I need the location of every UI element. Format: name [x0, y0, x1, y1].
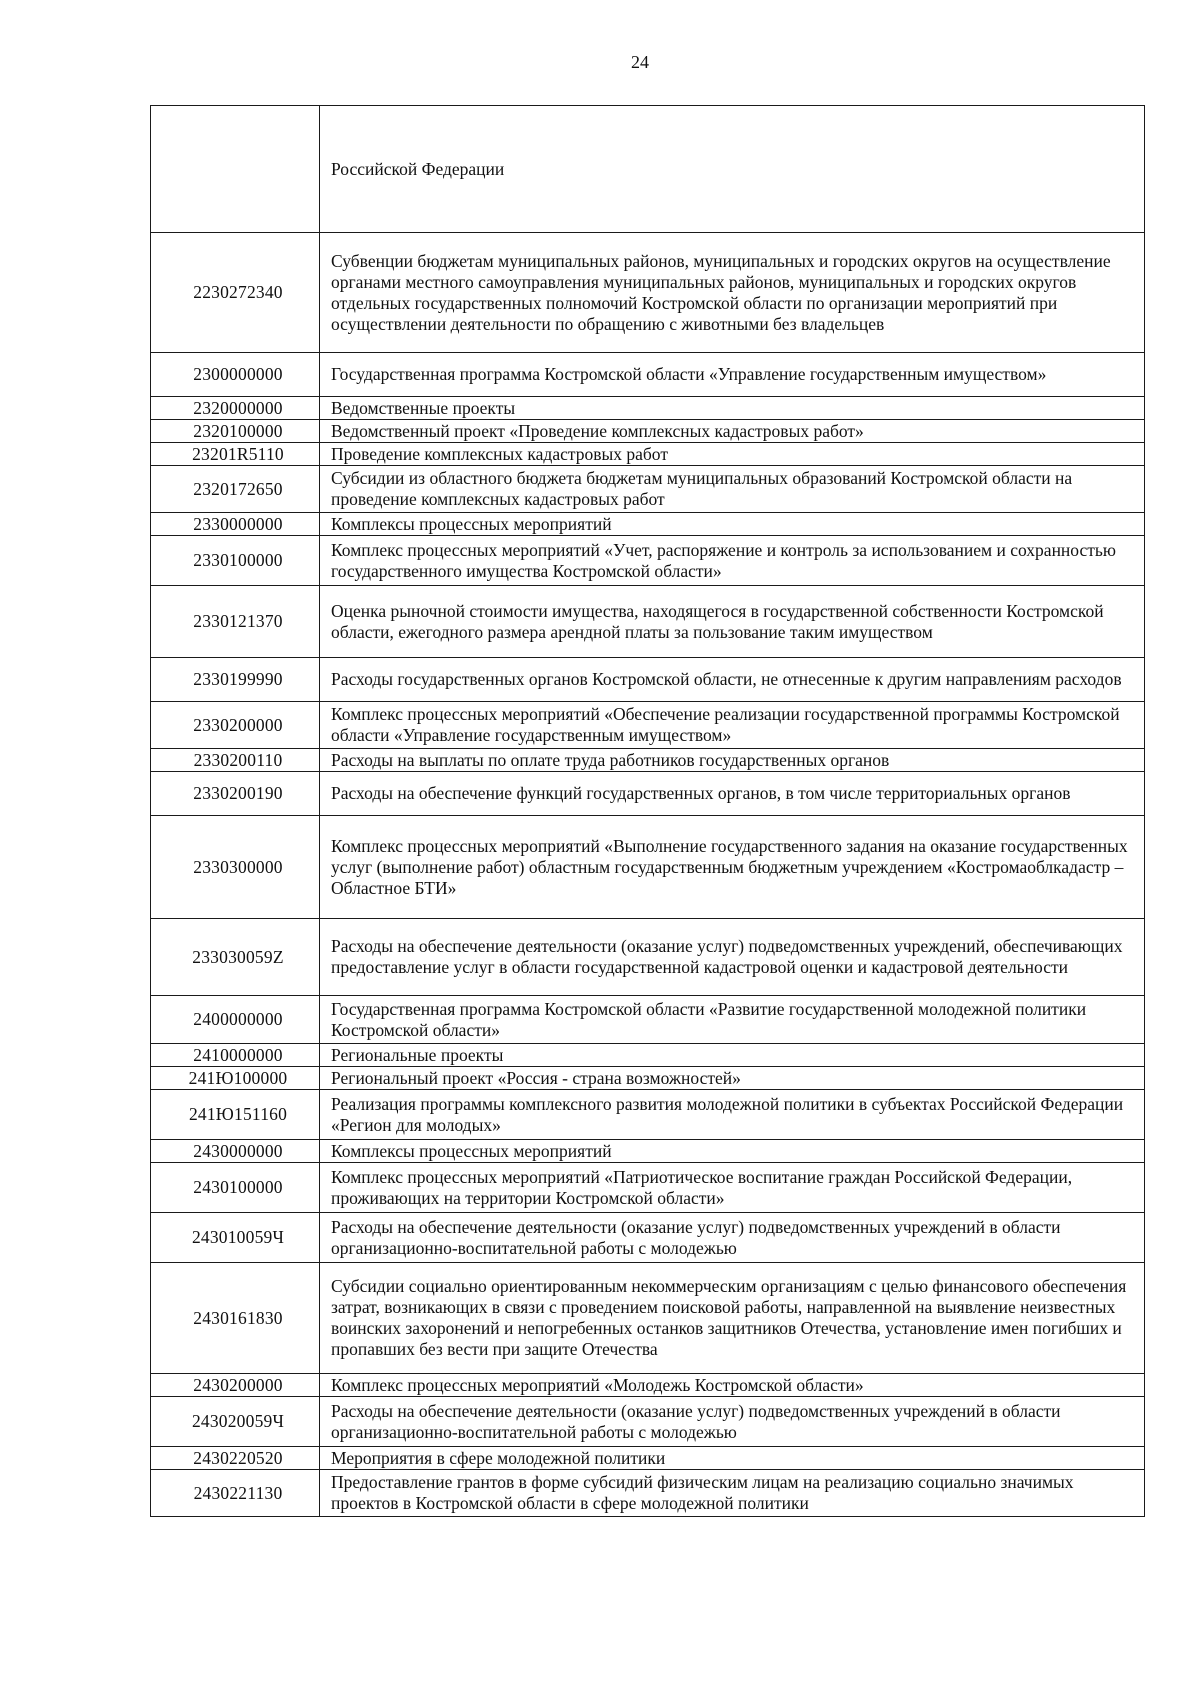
- row-code: 2330199990: [151, 658, 320, 702]
- row-code: 2430000000: [151, 1140, 320, 1163]
- row-code: 241Ю100000: [151, 1067, 320, 1090]
- row-description: Расходы государственных органов Костромской области, не отнесенные к другим направлениям расходов: [320, 658, 1145, 702]
- row-description: Оценка рыночной стоимости имущества, находящегося в государственной собственности Костромской области, ежегодного размера арендной платы за пользование таким имуществом: [320, 586, 1145, 658]
- table-row: [151, 1263, 1145, 1374]
- row-code: 2330200000: [151, 702, 320, 749]
- table-row: [151, 1374, 1145, 1397]
- table-row: [151, 996, 1145, 1044]
- table-row: [151, 1090, 1145, 1140]
- row-code: 23201R5110: [151, 443, 320, 466]
- table-row: [151, 513, 1145, 536]
- row-description: Расходы на обеспечение функций государственных органов, в том числе территориальных органов: [320, 772, 1145, 816]
- row-code: 2410000000: [151, 1044, 320, 1067]
- table-row: [151, 1397, 1145, 1447]
- table-row: [151, 233, 1145, 353]
- row-description: Комплекс процессных мероприятий «Выполнение государственного задания на оказание государственных услуг (выполнение работ) областным государственным бюджетным учреждением «Костромаоблкадастр – Областное БТИ»: [320, 816, 1145, 919]
- row-description: Мероприятия в сфере молодежной политики: [320, 1447, 1145, 1470]
- row-code: [151, 106, 320, 233]
- row-code: 243010059Ч: [151, 1213, 320, 1263]
- table-row: [151, 816, 1145, 919]
- table-row: [151, 702, 1145, 749]
- row-code: 2230272340: [151, 233, 320, 353]
- row-code: 2330200190: [151, 772, 320, 816]
- table-row: [151, 353, 1145, 397]
- row-description: Комплекс процессных мероприятий «Молодежь Костромской области»: [320, 1374, 1145, 1397]
- table-row: [151, 1163, 1145, 1213]
- table-row: [151, 919, 1145, 996]
- row-code: 243020059Ч: [151, 1397, 320, 1447]
- row-description: Государственная программа Костромской области «Управление государственным имуществом»: [320, 353, 1145, 397]
- row-code: 241Ю151160: [151, 1090, 320, 1140]
- row-description: Комплекс процессных мероприятий «Обеспечение реализации государственной программы Костромской области «Управление государственным имуществом»: [320, 702, 1145, 749]
- row-description: Государственная программа Костромской области «Развитие государственной молодежной политики Костромской области»: [320, 996, 1145, 1044]
- table-row: [151, 1067, 1145, 1090]
- row-code: 2330200110: [151, 749, 320, 772]
- row-description: Расходы на обеспечение деятельности (оказание услуг) подведомственных учреждений, обеспечивающих предоставление услуг в области государственной кадастровой оценки и кадастровой деятельности: [320, 919, 1145, 996]
- row-description: Субсидии социально ориентированным некоммерческим организациям с целью финансового обеспечения затрат, возникающих в связи с проведением поисковой работы, направленной на выявление неизвестных воинских захоронений и непогребенных останков защитников Отечества, установление имен погибших и пропавших без вести при защите Отечества: [320, 1263, 1145, 1374]
- table-row: [151, 1044, 1145, 1067]
- row-description: Расходы на обеспечение деятельности (оказание услуг) подведомственных учреждений в области организационно-воспитательной работы с молодежью: [320, 1397, 1145, 1447]
- row-description: Субсидии из областного бюджета бюджетам муниципальных образований Костромской области на проведение комплексных кадастровых работ: [320, 466, 1145, 513]
- table-row: [151, 420, 1145, 443]
- row-code: 2430161830: [151, 1263, 320, 1374]
- table-row: [151, 1213, 1145, 1263]
- table-row: [151, 772, 1145, 816]
- table-row: [151, 106, 1145, 233]
- table-row: [151, 443, 1145, 466]
- row-description: Ведомственные проекты: [320, 397, 1145, 420]
- row-code: 2430200000: [151, 1374, 320, 1397]
- row-description: Расходы на обеспечение деятельности (оказание услуг) подведомственных учреждений в области организационно-воспитательной работы с молодежью: [320, 1213, 1145, 1263]
- row-code: 2330121370: [151, 586, 320, 658]
- table-row: [151, 1447, 1145, 1470]
- row-code: 2320100000: [151, 420, 320, 443]
- table-row: [151, 397, 1145, 420]
- row-description: Комплексы процессных мероприятий: [320, 513, 1145, 536]
- row-description: Региональный проект «Россия - страна возможностей»: [320, 1067, 1145, 1090]
- table-row: [151, 1470, 1145, 1517]
- row-description: Предоставление грантов в форме субсидий физическим лицам на реализацию социально значимых проектов в Костромской области в сфере молодежной политики: [320, 1470, 1145, 1517]
- row-description: Реализация программы комплексного развития молодежной политики в субъектах Российской Федерации «Регион для молодых»: [320, 1090, 1145, 1140]
- row-code: 2330100000: [151, 536, 320, 586]
- table-row: [151, 1140, 1145, 1163]
- row-description: Ведомственный проект «Проведение комплексных кадастровых работ»: [320, 420, 1145, 443]
- row-code: 2430220520: [151, 1447, 320, 1470]
- row-description: Проведение комплексных кадастровых работ: [320, 443, 1145, 466]
- page-number: 24: [631, 52, 649, 72]
- row-code: 233030059Z: [151, 919, 320, 996]
- row-code: 2430221130: [151, 1470, 320, 1517]
- row-description: Комплекс процессных мероприятий «Учет, распоряжение и контроль за использованием и сохранностью государственного имущества Костромской области»: [320, 536, 1145, 586]
- table-row: [151, 658, 1145, 702]
- row-description: Региональные проекты: [320, 1044, 1145, 1067]
- row-code: 2320172650: [151, 466, 320, 513]
- row-code: 2430100000: [151, 1163, 320, 1213]
- row-description: Комплекс процессных мероприятий «Патриотическое воспитание граждан Российской Федерации, проживающих на территории Костромской области»: [320, 1163, 1145, 1213]
- row-description: Субвенции бюджетам муниципальных районов, муниципальных и городских округов на осуществление органами местного самоуправления муниципальных районов, муниципальных и городских округов отдельных государственных полномочий Костромской области по организации мероприятий при осуществлении деятельности по обращению с животными без владельцев: [320, 233, 1145, 353]
- table-row: [151, 586, 1145, 658]
- table-row: [151, 536, 1145, 586]
- row-code: 2330000000: [151, 513, 320, 536]
- row-code: 2300000000: [151, 353, 320, 397]
- table-row: [151, 749, 1145, 772]
- row-description: Российской Федерации: [320, 106, 1145, 233]
- row-code: 2330300000: [151, 816, 320, 919]
- budget-classification-table: [150, 105, 1145, 1517]
- row-code: 2400000000: [151, 996, 320, 1044]
- row-description: Расходы на выплаты по оплате труда работников государственных органов: [320, 749, 1145, 772]
- table-row: [151, 466, 1145, 513]
- row-code: 2320000000: [151, 397, 320, 420]
- row-description: Комплексы процессных мероприятий: [320, 1140, 1145, 1163]
